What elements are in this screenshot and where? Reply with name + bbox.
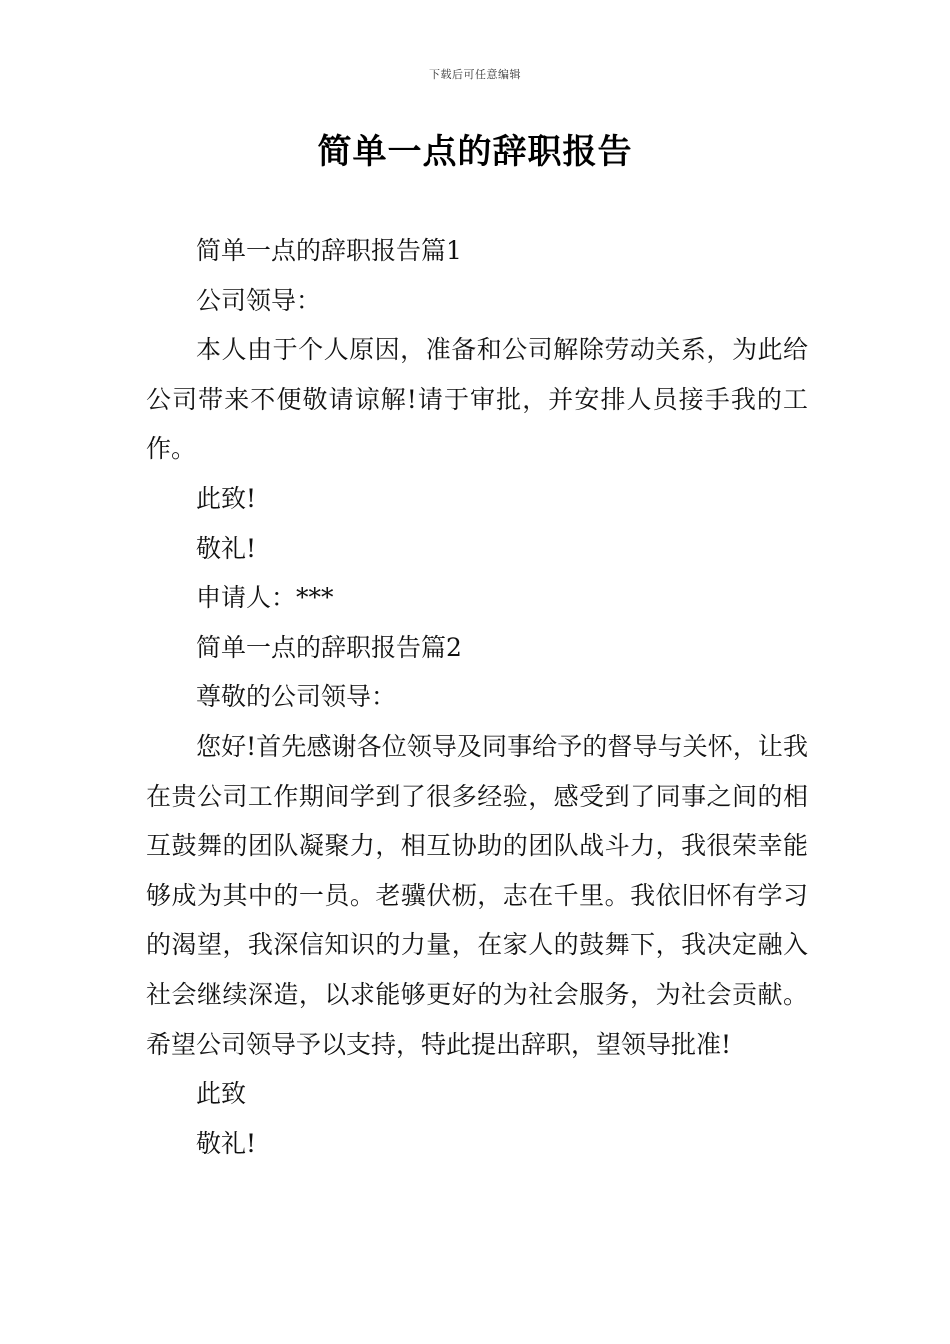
body-paragraph-1: 本人由于个人原因，准备和公司解除劳动关系，为此给公司带来不便敬请谅解!请于审批，并安排人员接手我的工作。	[146, 335, 808, 464]
salutation-1: 公司领导：	[196, 285, 322, 315]
body-paragraph-2: 您好!首先感谢各位领导及同事给予的督导与关怀，让我在贵公司工作期间学到了很多经验，感受到了同事之间的相互鼓舞的团队凝聚力，相互协助的团队战斗力，我很荣幸能够成为其中的一员。老骥伏枥，志在千里。我依旧怀有学习的渴望，我深信知识的力量，在家人的鼓舞下，我决定融入社会继续深造，以求能够更好的为社会服务，为社会贡献。希望公司领导予以支持，特此提出辞职，望领导批准!	[146, 731, 808, 1059]
salutation-2: 尊敬的公司领导：	[196, 682, 397, 712]
section-heading-1: 简单一点的辞职报告篇1	[196, 236, 462, 265]
section-heading-2: 简单一点的辞职报告篇2	[196, 632, 462, 662]
document-body	[146, 226, 808, 1168]
closing-line-1: 此致!	[196, 483, 257, 513]
closing-line-2: 此致	[196, 1079, 247, 1109]
closing-regards-2: 敬礼!	[196, 1128, 257, 1158]
document-title: 简单一点的辞职报告	[317, 132, 633, 172]
closing-regards-1: 敬礼!	[196, 533, 257, 563]
applicant-line: 申请人：***	[196, 583, 334, 613]
header-note: 下载后可任意编辑	[429, 68, 521, 81]
